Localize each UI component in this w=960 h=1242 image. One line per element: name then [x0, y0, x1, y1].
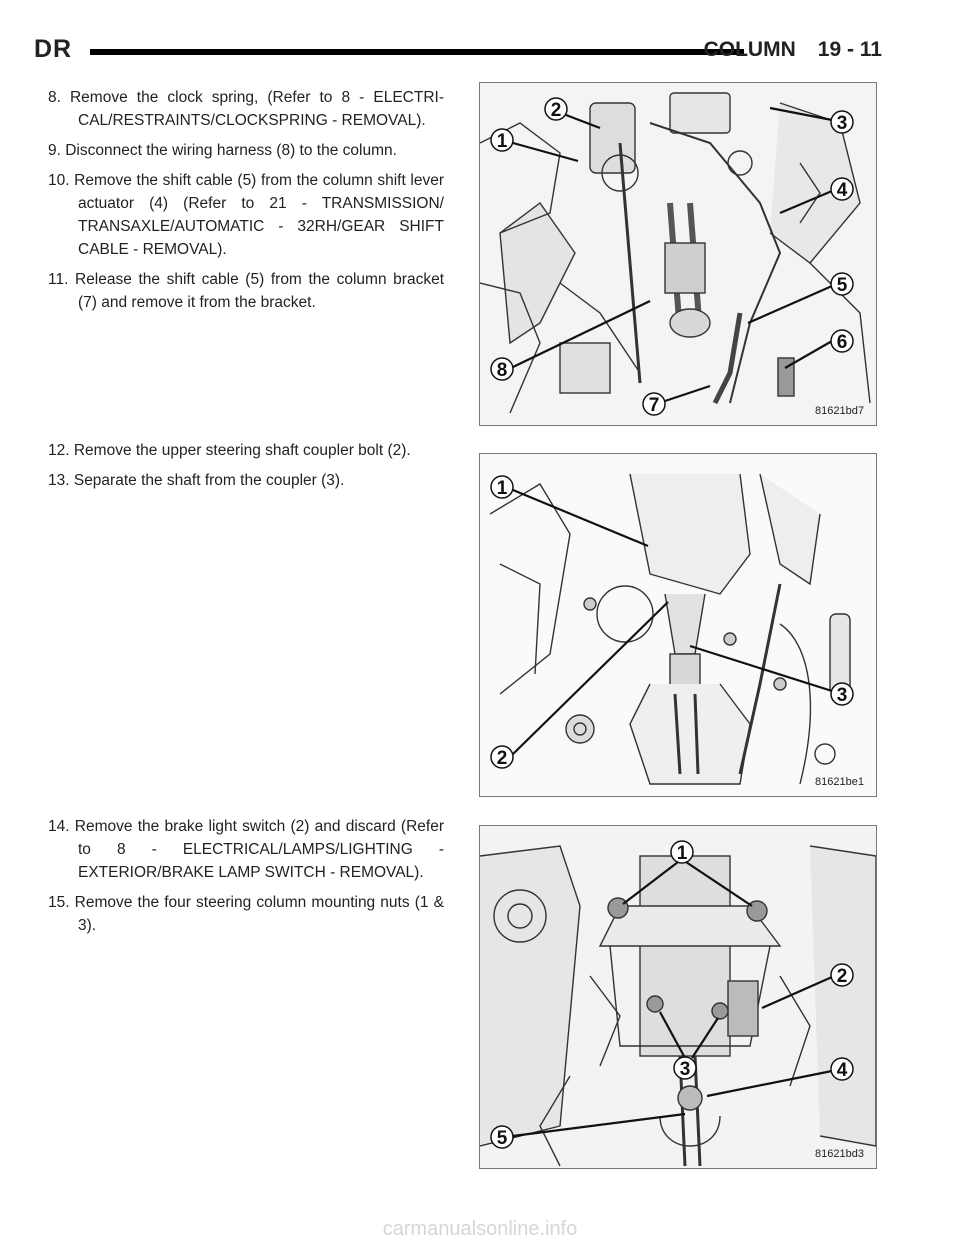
header-rule: [90, 49, 744, 55]
step-13: 13. Separate the shaft from the coupler (3).: [48, 472, 345, 489]
mounting-nuts-illustration: [480, 826, 876, 1168]
callout-label: 4: [836, 1060, 848, 1081]
callout-label: 3: [836, 113, 848, 134]
column-wiring-illustration: [480, 83, 876, 425]
steps-block-3: [48, 815, 444, 944]
figure-id: 81621bd7: [815, 405, 864, 417]
figure-shaft-coupler: [479, 453, 877, 797]
watermark: carmanualsonline.info: [382, 1218, 578, 1240]
page-header: [34, 33, 882, 73]
callout-label: 1: [496, 131, 508, 152]
steps-block-1: [48, 86, 444, 321]
callout-label: 2: [836, 966, 848, 987]
step-15: 15. Remove the four steering column mounting nuts (1 & 3).: [48, 894, 444, 934]
figure-id: 81621bd3: [815, 1148, 864, 1160]
header-right: [704, 38, 882, 62]
figure-mounting-nuts: [479, 825, 877, 1169]
callout-label: 1: [496, 478, 508, 499]
figure-column-removal: [479, 82, 877, 426]
figure-id: 81621be1: [815, 776, 864, 788]
callout-label: 4: [836, 180, 848, 201]
callout-label: 5: [836, 275, 848, 296]
step-14: 14. Remove the brake light switch (2) and discard (Refer to 8 - ELECTRICAL/LAMPS/LIGHTING - EXTERIOR/BRAKE LAMP SWITCH - REMOVAL).: [48, 818, 444, 881]
steps-block-2: [48, 439, 444, 499]
callout-label: 8: [496, 360, 508, 381]
callout-label: 3: [836, 685, 848, 706]
callout-label: 6: [836, 332, 848, 353]
callout-label: 7: [648, 395, 660, 416]
shaft-coupler-illustration: [480, 454, 876, 796]
callout-label: 3: [679, 1059, 691, 1080]
callout-label: 5: [496, 1128, 508, 1149]
callout-label: 2: [550, 100, 562, 121]
page-number: 19 - 11: [817, 38, 882, 61]
step-8: 8. Remove the clock spring, (Refer to 8 - ELECTRI-CAL/RESTRAINTS/CLOCKSPRING - REMOVAL).: [48, 89, 444, 129]
step-10: 10. Remove the shift cable (5) from the column shift lever actuator (4) (Refer to 21 - TRANSMISSION/ TRANSAXLE/AUTOMATIC - 32RH/GEAR SHIFT CABLE - REMOVAL).: [48, 172, 444, 258]
step-11: 11. Release the shift cable (5) from the column bracket (7) and remove it from the bracket.: [48, 271, 444, 311]
step-9: 9. Disconnect the wiring harness (8) to the column.: [48, 142, 397, 159]
step-12: 12. Remove the upper steering shaft coupler bolt (2).: [48, 442, 411, 459]
callout-label: 2: [496, 748, 508, 769]
callout-label: 1: [676, 843, 688, 864]
section-title: COLUMN: [703, 38, 796, 61]
vehicle-code: DR: [34, 35, 73, 63]
